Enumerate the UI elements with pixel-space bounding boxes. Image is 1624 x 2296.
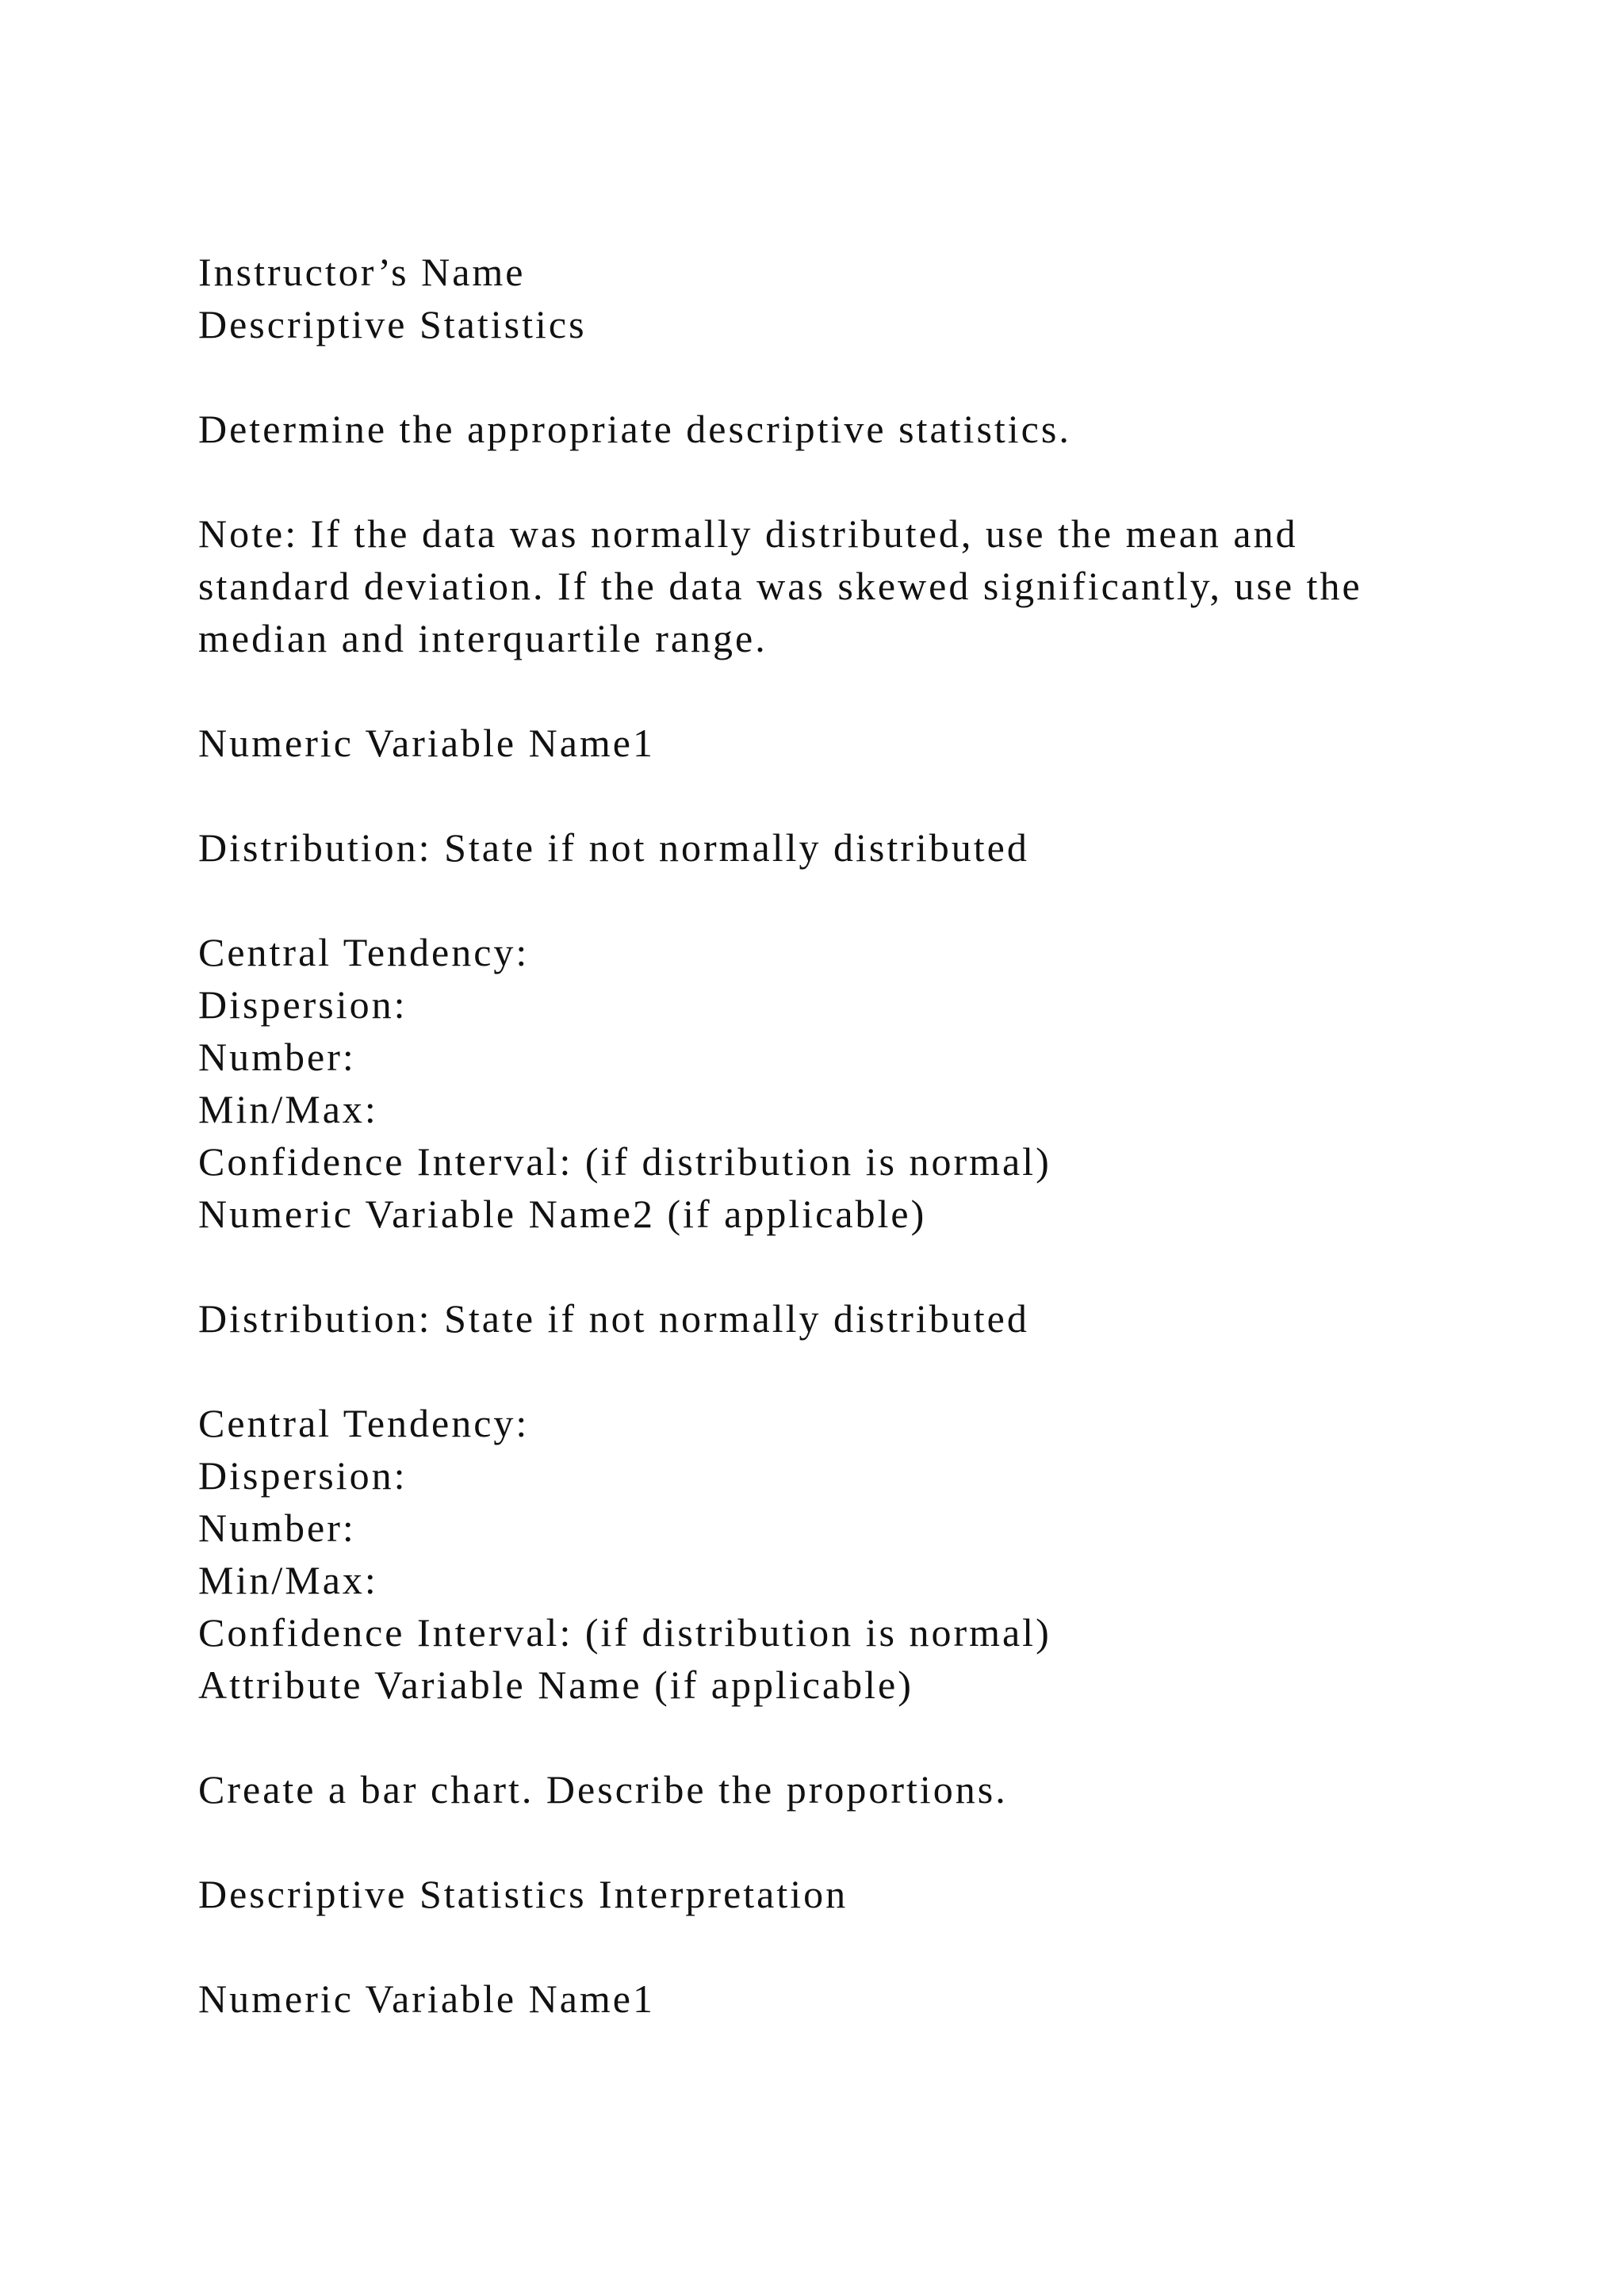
variable1-min-max: Min/Max:	[198, 1087, 378, 1131]
variable1-confidence-interval: Confidence Interval: (if distribution is normal)	[198, 1139, 1051, 1184]
variable2-dispersion: Dispersion:	[198, 1453, 408, 1498]
interpretation-variable-heading: Numeric Variable Name1	[198, 1976, 655, 2021]
variable1-distribution: Distribution: State if not normally distributed	[198, 825, 1029, 870]
blank-line	[198, 1920, 1546, 1973]
variable2-distribution: Distribution: State if not normally distributed	[198, 1296, 1029, 1341]
blank-line	[198, 664, 1546, 717]
interpretation-heading: Descriptive Statistics Interpretation	[198, 1872, 848, 1916]
instructor-name: Instructor’s Name	[198, 250, 526, 294]
variable2-number: Number:	[198, 1506, 356, 1550]
note-line-2: standard deviation. If the data was skewed significantly, use the	[198, 564, 1362, 608]
document-title: Descriptive Statistics	[198, 302, 587, 346]
variable1-number: Number:	[198, 1035, 356, 1079]
note-line-1: Note: If the data was normally distributed, use the mean and	[198, 511, 1298, 556]
blank-line	[198, 1711, 1546, 1763]
attribute-heading: Attribute Variable Name (if applicable)	[198, 1663, 914, 1707]
blank-line	[198, 455, 1546, 507]
attribute-instruction: Create a bar chart. Describe the proportions.	[198, 1767, 1008, 1812]
instruction-text: Determine the appropriate descriptive statistics.	[198, 407, 1071, 451]
variable1-dispersion: Dispersion:	[198, 982, 408, 1027]
variable2-central-tendency: Central Tendency:	[198, 1401, 530, 1445]
variable2-confidence-interval: Confidence Interval: (if distribution is normal)	[198, 1610, 1051, 1655]
blank-line	[198, 1345, 1546, 1397]
blank-line	[198, 1240, 1546, 1292]
blank-line	[198, 350, 1546, 403]
blank-line	[198, 1816, 1546, 1868]
blank-line	[198, 874, 1546, 926]
variable2-min-max: Min/Max:	[198, 1558, 378, 1602]
variable1-heading: Numeric Variable Name1	[198, 721, 655, 765]
document-body	[198, 246, 1546, 2025]
blank-line	[198, 769, 1546, 821]
variable1-central-tendency: Central Tendency:	[198, 930, 530, 974]
note-line-3: median and interquartile range.	[198, 616, 768, 660]
variable2-heading: Numeric Variable Name2 (if applicable)	[198, 1192, 927, 1236]
